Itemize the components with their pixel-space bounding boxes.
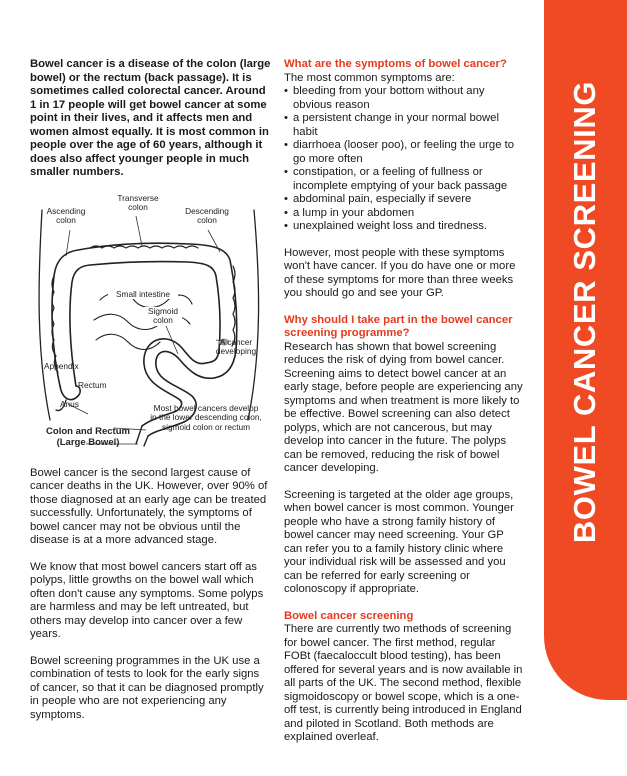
diagram-caption-line2: (Large Bowel) — [56, 436, 120, 448]
label-small-intestine: Small intestine — [108, 290, 178, 300]
list-item: • constipation, or a feeling of fullness or incomplete emptying of your back passage — [284, 166, 524, 193]
colon-diagram — [30, 190, 271, 460]
paragraph-why-2: Screening is targeted at the older age groups, when bowel cancer is most common. Younger people who have a strong family history of bowel cancer may need screening. Your GP can refer you to a family history clinic where your individual risk will be assessed and you can be referred for early screening or colonoscopy if appropriate. — [284, 488, 514, 595]
list-item: • abdominal pain, especially if severe — [284, 193, 524, 207]
intro-paragraph: Bowel cancer is a disease of the colon (large bowel) or the rectum (back passage). It is sometimes called colorectal cancer. Around 1 in 17 people will get bowel cancer at some point in their lives, and it affects men and women almost equally. It is most common in people over the age of 60 years, although it does also affect younger people in much smaller numbers. — [30, 58, 271, 178]
label-rectum: Rectum — [78, 379, 107, 390]
heading-symptoms: What are the symptoms of bowel cancer? — [284, 58, 507, 70]
diagram-caption — [30, 426, 146, 448]
heading-why-screening: Why should I take part in the bowel cancer screening programme? — [284, 313, 513, 339]
heading-bowel-cancer-screening: Bowel cancer screening — [284, 609, 414, 622]
paragraph-polyps: We know that most bowel cancers start off as polyps, little growths on the bowel wall which often don't cause any symptoms. Some polyps are harmless and may be left untreated, but others may develop into cancer over a few years. — [30, 560, 264, 640]
list-item: • a lump in your abdomen — [284, 207, 524, 221]
list-item: • bleeding from your bottom without any obvious reason — [284, 85, 524, 112]
paragraph-screening-methods: There are currently two methods of screening for bowel cancer. The first method, regular FOBt (faecaloccult blood testing), has been offered for several years and is now available in all parts of the UK. The second method, flexible sigmoidoscopy or bowel scope, which is a one-off test, is currently being introduced in England and piloted in Scotland. Both methods are explained overleaf. — [284, 623, 523, 743]
symptoms-list — [284, 85, 524, 234]
left-column — [30, 58, 271, 735]
paragraph-programmes: Bowel screening programmes in the UK use a combination of tests to look for the early signs of cancer, so that it can be diagnosed promptly in people who are not experiencing any symptoms. — [30, 654, 264, 721]
label-descending-colon: Descending colon — [185, 205, 229, 225]
sidebar-banner — [544, 0, 627, 700]
label-cancer-developing: A cancer developing — [215, 336, 257, 356]
label-ascending-colon: Ascending colon — [46, 205, 86, 225]
list-item: • a persistent change in your normal bowel habit — [284, 112, 524, 139]
paragraph-why-1: Research has shown that bowel screening reduces the risk of dying from bowel cancer. Screening aims to detect bowel cancer at an early stage, before people are experiencing any symptoms and when treatment is more likely to be effective. Bowel screening can also detect polyps, which are not cancerous, but may develop into cancer in the future. The polyps can be removed, reducing the risk of bowel cancer developing. — [284, 340, 523, 474]
paragraph-symptoms-after: However, most people with these symptoms won't have cancer. If you do have one or more of these symptoms for more than three weeks you should go and see your GP. — [284, 246, 516, 299]
label-anus: Anus — [60, 398, 79, 409]
label-appendix: Appendix — [44, 360, 79, 371]
sidebar-title: BOWEL CANCER SCREENING — [567, 80, 602, 544]
list-item: • unexplained weight loss and tiredness. — [284, 220, 524, 234]
right-column — [284, 58, 524, 758]
diagram-note: Most bowel cancers develop in the lower descending colon, sigmoid colon or rectum — [150, 402, 262, 432]
label-sigmoid-colon: Sigmoid colon — [144, 307, 182, 326]
diagram-caption-line1: Colon and Rectum — [46, 425, 130, 437]
paragraph-deaths: Bowel cancer is the second largest cause of cancer deaths in the UK. However, over 90% of those diagnosed at an early age can be treated successfully. Unfortunately, the symptoms of bowel cancer may not be obvious until the disease is at a more advanced stage. — [30, 466, 268, 546]
label-transverse-colon: Transverse colon — [117, 192, 159, 212]
list-item: • diarrhoea (looser poo), or feeling the urge to go more often — [284, 139, 524, 166]
symptoms-lead: The most common symptoms are: — [284, 71, 455, 84]
